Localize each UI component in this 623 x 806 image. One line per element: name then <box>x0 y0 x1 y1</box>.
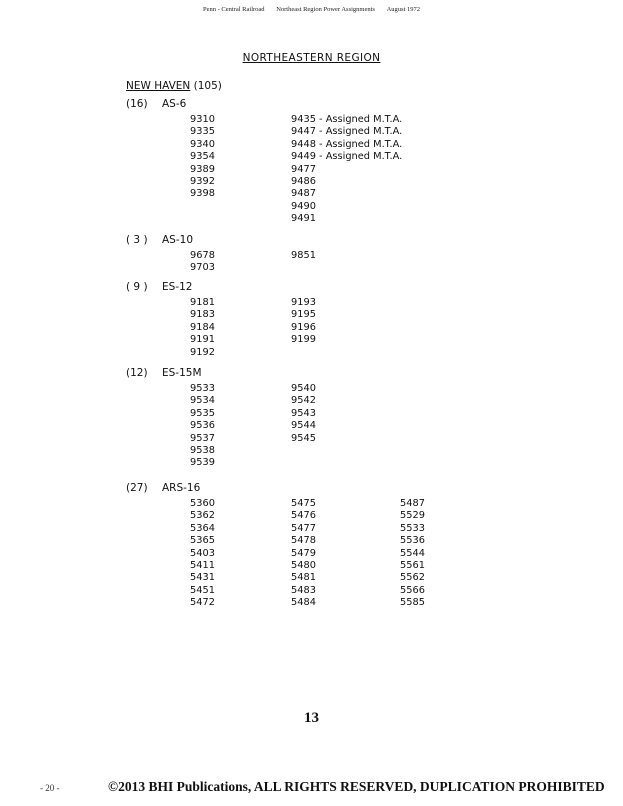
unit-number: 5561 <box>400 559 425 571</box>
running-header <box>0 6 623 13</box>
unit-number: 9191 <box>190 334 215 346</box>
unit-number: 9398 <box>190 188 215 200</box>
unit-number: 5360 <box>190 498 215 509</box>
unit-number: 5483 <box>291 584 316 596</box>
unit-number: 9392 <box>190 175 215 187</box>
group-heading <box>126 367 202 379</box>
group-count: ( 3 ) <box>126 234 148 246</box>
unit-number: 9543 <box>291 407 316 419</box>
unit-number: 5566 <box>400 584 425 596</box>
unit-number: 5544 <box>400 547 425 559</box>
unit-column <box>291 383 316 445</box>
group-heading <box>126 98 186 110</box>
group-count: (16) <box>126 98 148 110</box>
unit-number: 9181 <box>190 297 215 308</box>
unit-number: 9542 <box>291 395 316 407</box>
unit-number: 9703 <box>190 262 215 274</box>
unit-column <box>291 114 402 226</box>
unit-number: 9310 <box>190 114 215 125</box>
unit-number: 5480 <box>291 559 316 571</box>
group-model: AS-6 <box>162 98 187 110</box>
unit-number: 5472 <box>190 597 215 609</box>
unit-number: 5536 <box>400 535 425 547</box>
unit-number: 9193 <box>291 297 316 308</box>
unit-column <box>190 114 215 201</box>
unit-number: 5487 <box>400 498 425 509</box>
unit-number: 5529 <box>400 510 425 522</box>
unit-number: 9340 <box>190 138 215 150</box>
unit-number: 9183 <box>190 309 215 321</box>
group-model: ARS-16 <box>162 482 201 494</box>
unit-column <box>190 297 215 359</box>
unit-number: 9491 <box>291 213 316 225</box>
unit-number: 9435 - Assigned M.T.A. <box>291 114 403 125</box>
unit-number: 5476 <box>291 510 316 522</box>
unit-number: 5478 <box>291 535 316 547</box>
unit-number: 9851 <box>291 250 316 261</box>
unit-number: 9490 <box>291 200 316 212</box>
unit-number: 5364 <box>190 522 215 534</box>
unit-number: 9536 <box>190 420 215 432</box>
unit-number: 9448 - Assigned M.T.A. <box>291 138 403 150</box>
unit-number: 5477 <box>291 522 316 534</box>
unit-number: 5533 <box>400 522 425 534</box>
unit-number: 9199 <box>291 334 316 346</box>
unit-number: 5562 <box>400 572 425 584</box>
unit-number: 5365 <box>190 535 215 547</box>
unit-column <box>291 250 316 262</box>
unit-number: 5479 <box>291 547 316 559</box>
division-name: NEW HAVEN <box>126 80 191 92</box>
unit-number: 9538 <box>190 444 215 456</box>
unit-number: 9389 <box>190 163 215 175</box>
group-heading <box>126 482 200 494</box>
page-number: 13 <box>304 710 319 726</box>
unit-number: 5585 <box>400 597 425 609</box>
group-model: ES-15M <box>162 367 202 379</box>
division-heading <box>126 80 222 92</box>
unit-column <box>190 383 215 470</box>
unit-number: 9545 <box>291 432 316 444</box>
page-marker: - 20 - <box>40 783 60 793</box>
unit-number: 5403 <box>190 547 215 559</box>
group-heading <box>126 281 192 293</box>
unit-number: 9540 <box>291 383 316 394</box>
unit-number: 9487 <box>291 188 316 200</box>
unit-number: 9544 <box>291 420 316 432</box>
unit-number: 5475 <box>291 498 316 509</box>
unit-column <box>291 498 316 610</box>
unit-number: 9534 <box>190 395 215 407</box>
region-title: NORTHEASTERN REGION <box>242 52 381 64</box>
unit-number: 5481 <box>291 572 316 584</box>
unit-number: 5484 <box>291 597 316 609</box>
unit-number: 5431 <box>190 572 215 584</box>
header-date: August 1972 <box>386 6 420 13</box>
unit-number: 9486 <box>291 175 316 187</box>
unit-number: 9537 <box>190 432 215 444</box>
unit-number: 9195 <box>291 309 316 321</box>
unit-number: 9335 <box>190 126 215 138</box>
copyright-notice: ©2013 BHI Publications, ALL RIGHTS RESERVED, DUPLICATION PROHIBITED <box>108 779 605 794</box>
unit-column <box>291 297 316 347</box>
division-count: (105) <box>193 80 222 92</box>
unit-number: 5451 <box>190 584 215 596</box>
unit-number: 9354 <box>190 151 215 163</box>
group-count: (27) <box>126 482 148 494</box>
header-document: Northeast Region Power Assignments <box>276 6 375 13</box>
unit-column <box>190 250 215 275</box>
group-count: (12) <box>126 367 148 379</box>
unit-number: 5411 <box>190 559 215 571</box>
header-railroad: Penn - Central Railroad <box>203 6 265 13</box>
unit-number: 9533 <box>190 383 215 394</box>
unit-number: 5362 <box>190 510 215 522</box>
group-model: AS-10 <box>162 234 193 246</box>
unit-number: 9539 <box>190 457 215 469</box>
unit-number: 9196 <box>291 321 316 333</box>
unit-number: 9447 - Assigned M.T.A. <box>291 126 403 138</box>
unit-number: 9449 - Assigned M.T.A. <box>291 151 403 163</box>
group-count: ( 9 ) <box>126 281 148 293</box>
group-model: ES-12 <box>162 281 193 293</box>
unit-number: 9477 <box>291 163 316 175</box>
unit-column <box>400 498 425 610</box>
unit-number: 9184 <box>190 321 215 333</box>
unit-number: 9678 <box>190 250 215 261</box>
unit-number: 9535 <box>190 407 215 419</box>
group-heading <box>126 234 193 246</box>
unit-number: 9192 <box>190 346 215 358</box>
unit-column <box>190 498 215 610</box>
